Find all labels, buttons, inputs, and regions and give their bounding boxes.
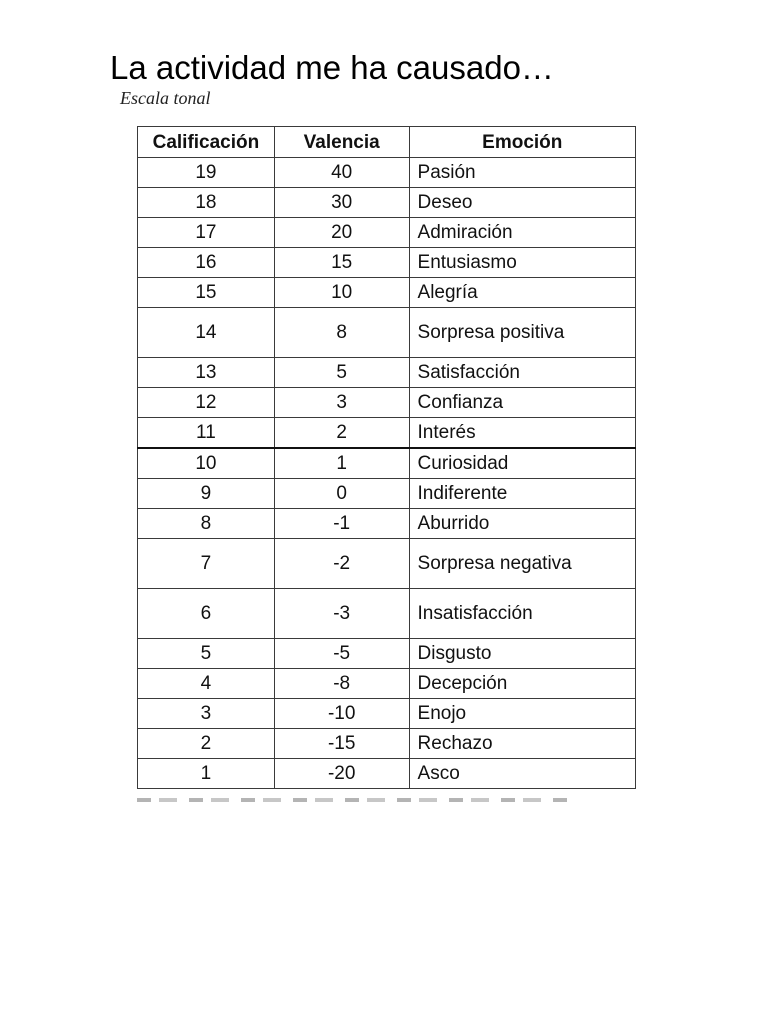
table-row [138,509,636,539]
table-row [138,308,636,358]
cell-calificacion: 7 [138,539,275,589]
cell-emocion: Insatisfacción [409,589,635,639]
header-emocion: Emoción [409,127,635,158]
cell-valencia: 8 [274,308,409,358]
table-row [138,589,636,639]
cell-calificacion: 18 [138,188,275,218]
cell-calificacion: 14 [138,308,275,358]
cell-valencia: 1 [274,448,409,479]
cell-calificacion: 5 [138,639,275,669]
cell-valencia: -10 [274,699,409,729]
cell-calificacion: 9 [138,479,275,509]
table-row [138,539,636,589]
table-header-row [138,127,636,158]
scale-caption: Escala tonal [120,88,211,108]
cell-valencia: 10 [274,278,409,308]
table-row [138,448,636,479]
cell-emocion: Rechazo [409,729,635,759]
table-row [138,639,636,669]
cell-emocion: Indiferente [409,479,635,509]
cell-calificacion: 1 [138,759,275,789]
table-row [138,699,636,729]
table-row [138,158,636,188]
cell-calificacion: 16 [138,248,275,278]
cell-calificacion: 13 [138,358,275,388]
cell-valencia: 20 [274,218,409,248]
cell-valencia: -15 [274,729,409,759]
cell-valencia: 0 [274,479,409,509]
page-title: La actividad me ha causado… [110,49,554,86]
cell-calificacion: 17 [138,218,275,248]
table-row [138,218,636,248]
cell-emocion: Alegría [409,278,635,308]
cropped-text-fragment [137,798,567,802]
cell-valencia: -5 [274,639,409,669]
cell-valencia: 3 [274,388,409,418]
cell-calificacion: 19 [138,158,275,188]
cell-calificacion: 11 [138,418,275,449]
cell-calificacion: 3 [138,699,275,729]
cell-calificacion: 6 [138,589,275,639]
scale-image [110,88,650,808]
cell-valencia: 2 [274,418,409,449]
header-calificacion: Calificación [138,127,275,158]
cell-calificacion: 2 [138,729,275,759]
cell-emocion: Disgusto [409,639,635,669]
cell-emocion: Entusiasmo [409,248,635,278]
table-row [138,669,636,699]
cell-emocion: Pasión [409,158,635,188]
tonal-scale-table [137,126,636,789]
cell-calificacion: 8 [138,509,275,539]
cell-calificacion: 12 [138,388,275,418]
cell-valencia: 40 [274,158,409,188]
cell-calificacion: 15 [138,278,275,308]
cell-emocion: Aburrido [409,509,635,539]
table-row [138,479,636,509]
cell-emocion: Deseo [409,188,635,218]
table-row [138,418,636,449]
cell-emocion: Satisfacción [409,358,635,388]
cell-valencia: -2 [274,539,409,589]
cell-valencia: -8 [274,669,409,699]
cell-calificacion: 4 [138,669,275,699]
cell-emocion: Interés [409,418,635,449]
table-row [138,759,636,789]
table-row [138,248,636,278]
cell-emocion: Sorpresa negativa [409,539,635,589]
table-row [138,188,636,218]
table-row [138,388,636,418]
cell-valencia: -1 [274,509,409,539]
cell-emocion: Sorpresa positiva [409,308,635,358]
cell-emocion: Decepción [409,669,635,699]
table-row [138,729,636,759]
cell-valencia: 30 [274,188,409,218]
cell-valencia: 15 [274,248,409,278]
cell-emocion: Asco [409,759,635,789]
cell-valencia: 5 [274,358,409,388]
cell-calificacion: 10 [138,448,275,479]
cell-emocion: Confianza [409,388,635,418]
table-row [138,278,636,308]
table-row [138,358,636,388]
cell-emocion: Curiosidad [409,448,635,479]
header-valencia: Valencia [274,127,409,158]
cell-valencia: -20 [274,759,409,789]
cell-valencia: -3 [274,589,409,639]
cell-emocion: Enojo [409,699,635,729]
cell-emocion: Admiración [409,218,635,248]
